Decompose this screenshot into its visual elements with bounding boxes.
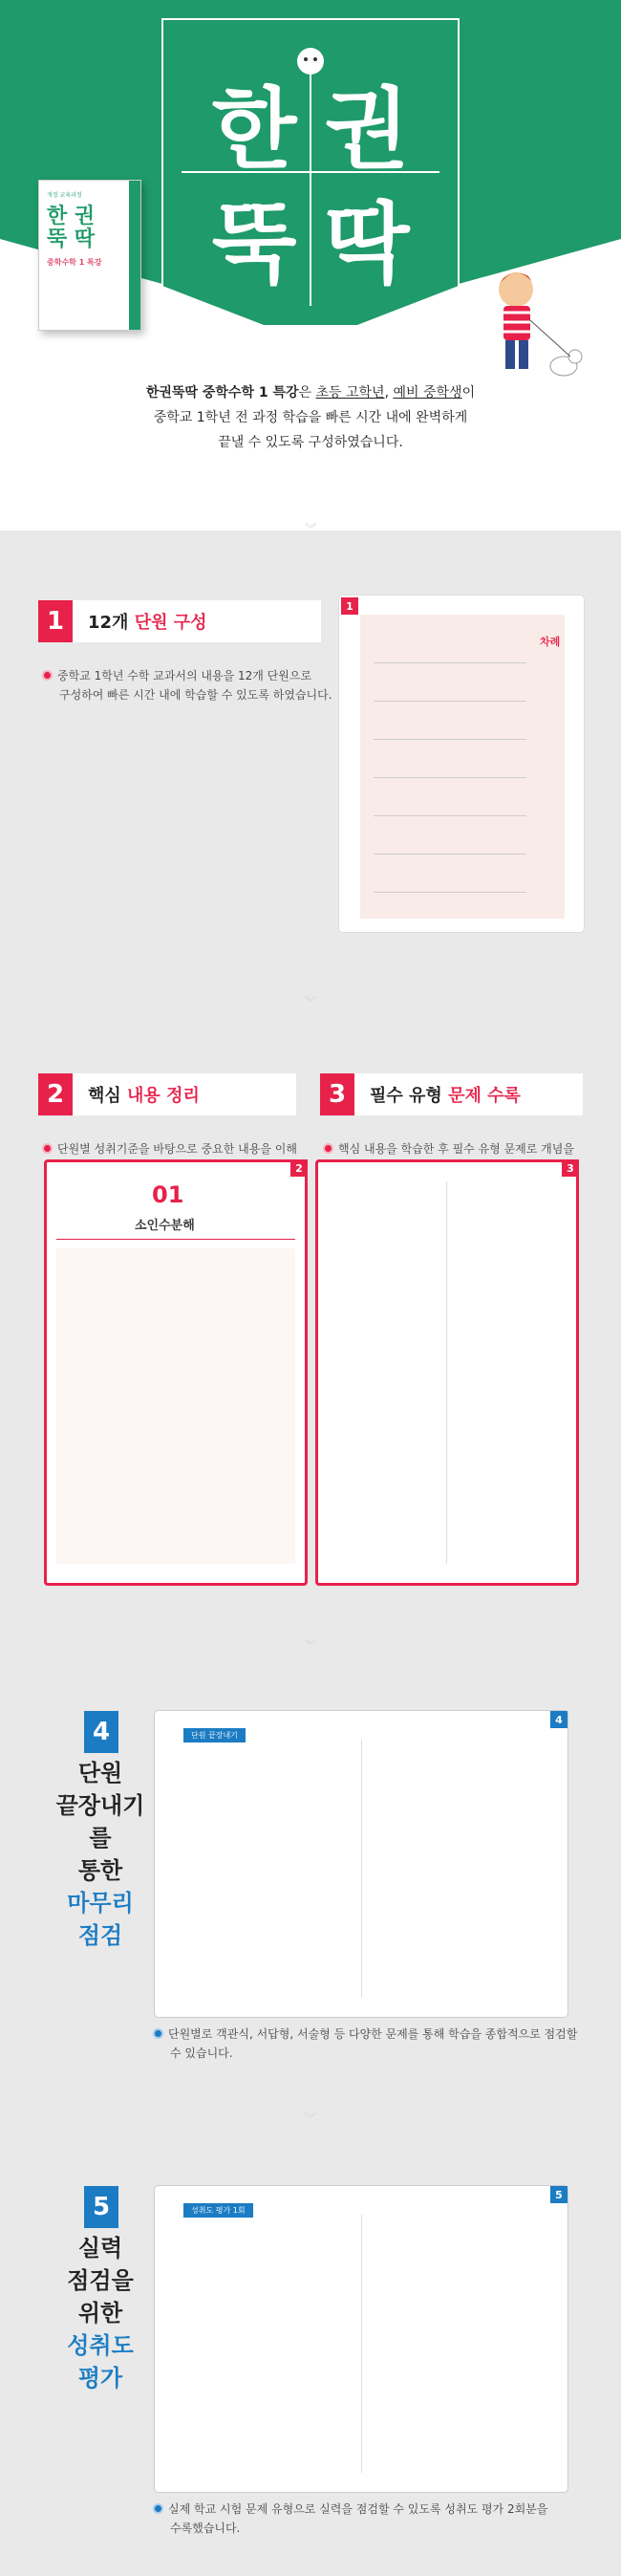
section-4-side-line-2: 끝장내기를 bbox=[55, 1792, 145, 1851]
intro-underline-1: 초등 고학년 bbox=[315, 385, 385, 400]
section-1-preview bbox=[339, 595, 584, 932]
section-2-preview bbox=[44, 1159, 308, 1586]
page-divider bbox=[361, 1740, 362, 1998]
section-5-side-title bbox=[48, 2232, 153, 2394]
section-3-desc-text-1: 핵심 내용을 학습한 후 필수 유형 문제로 개념을 bbox=[338, 1142, 574, 1156]
section-1-label bbox=[73, 609, 207, 634]
section-2-desc-line-1 bbox=[42, 1139, 310, 1158]
content-area bbox=[56, 1248, 295, 1564]
section-5-badge bbox=[84, 2186, 118, 2228]
book-title bbox=[47, 206, 95, 251]
chevron-down-icon: ︾ bbox=[304, 2112, 317, 2127]
toc-line bbox=[374, 854, 526, 855]
intro-line-3: 끝낼 수 있도록 구성하였습니다. bbox=[218, 435, 403, 450]
section-4-side-line-4: 마무리 bbox=[67, 1890, 134, 1916]
section-5-side-line-1: 실력 bbox=[77, 2235, 123, 2262]
section-3-tag: 3 bbox=[562, 1159, 579, 1177]
section-2-tag: 2 bbox=[290, 1159, 308, 1177]
intro-end: 이 bbox=[461, 385, 476, 400]
toc-line bbox=[374, 777, 526, 778]
bullet-icon bbox=[42, 670, 53, 681]
section-2-label bbox=[73, 1082, 200, 1107]
intro-text bbox=[38, 380, 583, 455]
section-3-title bbox=[320, 1073, 583, 1115]
section-4-side-line-1: 단원 bbox=[77, 1760, 123, 1786]
intro-line-2: 중학교 1학년 전 과정 학습을 빠른 시간 내에 완벽하게 bbox=[153, 410, 468, 425]
intro-comma: , bbox=[384, 385, 394, 400]
section-5-side-line-3: 위한 bbox=[77, 2300, 123, 2327]
chevron-down-icon: ︾ bbox=[304, 523, 317, 537]
section-3-desc-line-1 bbox=[323, 1139, 590, 1158]
section-3-label-a: 필수 유형 bbox=[370, 1086, 449, 1106]
section-5-desc bbox=[153, 2500, 583, 2538]
page-number: 01 bbox=[152, 1181, 184, 1208]
toc-page bbox=[360, 615, 565, 919]
section-5-tag: 5 bbox=[550, 2186, 567, 2203]
section-4-side-title bbox=[48, 1757, 153, 1952]
intro-underline-2: 예비 중학생 bbox=[393, 385, 462, 400]
section-5-preview bbox=[155, 2186, 567, 2492]
toc-line bbox=[374, 815, 526, 816]
section-5-number: 5 bbox=[84, 2186, 118, 2228]
intro-mid: 은 bbox=[298, 385, 316, 400]
bullet-icon bbox=[323, 1143, 333, 1154]
chevron-down-icon: ︾ bbox=[304, 996, 317, 1010]
intro-line-1 bbox=[38, 380, 583, 405]
page-title: 소인수분해 bbox=[135, 1219, 195, 1233]
section-4-desc-text-1: 단원별로 객관식, 서답형, 서술형 등 다양한 문제를 통해 학습을 종합적으로 점검할 bbox=[168, 2027, 578, 2041]
page-divider bbox=[361, 2215, 362, 2473]
divider bbox=[56, 1239, 295, 1240]
section-4-desc bbox=[153, 2024, 583, 2063]
section-1-tag: 1 bbox=[341, 597, 358, 615]
section-1-desc bbox=[42, 666, 338, 704]
book-cover bbox=[38, 180, 141, 331]
section-5-side-line-4: 성취도 bbox=[67, 2332, 134, 2359]
section-1-label-a: 12개 bbox=[88, 613, 135, 633]
toc-title: 차례 bbox=[540, 636, 561, 648]
section-2-number: 2 bbox=[38, 1073, 73, 1115]
section-4-side-line-3: 통한 bbox=[77, 1857, 123, 1884]
section-1-number: 1 bbox=[38, 600, 73, 642]
section-1-desc-line-1 bbox=[42, 666, 338, 685]
section-2-desc-text-1: 단원별 성취기준을 바탕으로 중요한 내용을 이해 bbox=[57, 1142, 297, 1156]
section-5-side-line-2: 점검을 bbox=[67, 2267, 134, 2294]
toc-line bbox=[374, 739, 526, 740]
section-1-title bbox=[38, 600, 321, 642]
section-2-label-a: 핵심 bbox=[88, 1086, 128, 1106]
section-3-label-b: 문제 수록 bbox=[448, 1086, 521, 1106]
book-subtitle: 중학수학 1 특강 bbox=[47, 258, 102, 267]
section-4-desc-line-1 bbox=[153, 2024, 583, 2044]
section-4-number: 4 bbox=[84, 1711, 118, 1753]
section-5-side-line-5: 평가 bbox=[77, 2365, 123, 2392]
hero-char-1: 한 bbox=[211, 78, 295, 181]
section-3-number: 3 bbox=[320, 1073, 354, 1115]
hero-char-3: 뚝 bbox=[211, 193, 295, 295]
toc-line bbox=[374, 892, 526, 893]
section-5-desc-line-1 bbox=[153, 2500, 583, 2519]
section-5-desc-text-1: 실제 학교 시험 문제 유형으로 실력을 점검할 수 있도록 성취도 평가 2회분을 bbox=[168, 2502, 548, 2516]
bullet-icon bbox=[153, 2028, 163, 2039]
book-title-line-1: 한 권 bbox=[47, 205, 96, 228]
section-4-desc-line-2: 수 있습니다. bbox=[170, 2046, 233, 2060]
toc-line bbox=[374, 701, 526, 702]
section-5-desc-line-2: 수록했습니다. bbox=[170, 2522, 241, 2535]
bullet-icon bbox=[153, 2503, 163, 2514]
hero-section bbox=[0, 0, 621, 530]
book-title-line-2: 뚝 딱 bbox=[47, 227, 96, 251]
chevron-down-icon: ︾ bbox=[304, 1639, 317, 1654]
section-3-preview bbox=[315, 1159, 579, 1586]
section-4-badge bbox=[84, 1711, 118, 1753]
toc-line bbox=[374, 662, 526, 663]
book-spine bbox=[129, 181, 140, 330]
section-1-label-b: 단원 구성 bbox=[134, 613, 207, 633]
section-2-title bbox=[38, 1073, 296, 1115]
bullet-icon bbox=[42, 1143, 53, 1154]
boy-dog-illustration bbox=[482, 263, 588, 387]
hero-char-2: 권 bbox=[324, 78, 408, 181]
hero-char-4: 딱 bbox=[324, 193, 408, 295]
section-3-label bbox=[354, 1082, 521, 1107]
intro-bold: 한권뚝딱 중학수학 1 특강 bbox=[145, 385, 299, 400]
column-divider bbox=[446, 1181, 447, 1564]
section-4-preview bbox=[155, 1711, 567, 2017]
section-5-header: 성취도 평가 1회 bbox=[183, 2203, 253, 2218]
section-1-desc-line-2: 구성하여 빠른 시간 내에 학습할 수 있도록 하였습니다. bbox=[59, 688, 332, 702]
section-4-tag: 4 bbox=[550, 1711, 567, 1728]
section-4-header: 단원 끝장내기 bbox=[183, 1728, 246, 1743]
section-2-label-b: 내용 정리 bbox=[127, 1086, 200, 1106]
section-1-desc-text-1: 중학교 1학년 수학 교과서의 내용을 12개 단원으로 bbox=[57, 669, 312, 682]
section-4-side-line-5: 점검 bbox=[77, 1922, 123, 1949]
book-small-label: 개정 교육과정 bbox=[47, 192, 82, 199]
